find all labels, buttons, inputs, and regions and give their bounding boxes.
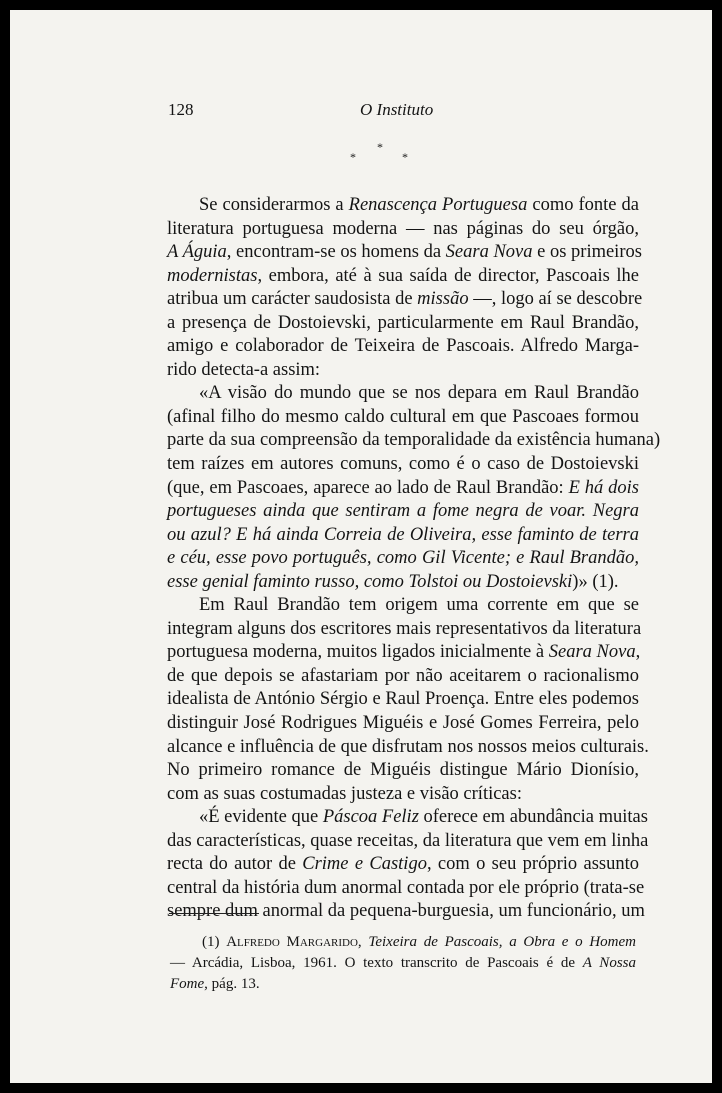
text-line	[167, 265, 639, 289]
text-line	[167, 853, 639, 877]
text-run: com as suas costumadas justeza e visão críticas:	[167, 783, 522, 804]
text-line	[167, 594, 639, 618]
italic-text: A Nossa	[582, 955, 636, 971]
text-run: como fonte da	[527, 195, 639, 215]
text-run: Em Raul Brandão tem origem uma corrente em que se	[199, 595, 639, 616]
italic-text: Crime e Castigo	[302, 854, 427, 875]
text-run: central da história dum anormal contada por ele próprio (trata-se	[167, 877, 645, 898]
text-run: , embora, até à sua saída de director, Pascoais lhe	[257, 265, 639, 286]
text-line	[167, 712, 639, 736]
text-line	[167, 194, 639, 218]
text-run: sempre dum anormal da pequena-burguesia, um funcionário, um	[167, 901, 645, 922]
italic-text: missão	[417, 289, 469, 310]
text-run: No primeiro romance de Miguéis distingue Mário Dionísio,	[167, 760, 639, 781]
text-line	[167, 806, 648, 830]
ornament-star: *	[402, 150, 408, 164]
ornament-star: *	[350, 150, 356, 164]
text-line	[167, 241, 642, 265]
text-run: ,	[635, 642, 641, 663]
footnote	[170, 932, 636, 995]
text-run: (afinal filho do mesmo caldo cultural em que Pascoaes formou	[167, 406, 639, 427]
text-line	[167, 641, 639, 665]
small-caps-text: Alfredo Margarido	[226, 934, 358, 950]
text-run: e os primeiros	[532, 242, 642, 263]
text-line	[167, 429, 661, 453]
italic-text: Renascença Portuguesa	[348, 195, 528, 215]
text-line	[167, 382, 639, 406]
italic-text: esse genial faminto russo, como Tolstoi ou Dostoievski	[167, 571, 573, 592]
text-run: tem raízes em autores comuns, como é o caso de Dostoievski	[167, 454, 639, 475]
text-line	[167, 288, 643, 312]
text-run: amigo e colaborador de Teixeira de Pascoais. Alfredo Marga-	[167, 336, 639, 357]
text-run: oferece em abundância muitas	[418, 807, 648, 828]
text-line	[167, 618, 642, 642]
text-line	[167, 547, 639, 571]
text-run: (1)	[202, 934, 227, 950]
page-number: 128	[168, 100, 194, 119]
text-run: «A visão do mundo que se nos depara em Raul Brandão	[199, 383, 639, 404]
text-line	[170, 974, 636, 995]
italic-text: Fome	[170, 976, 205, 992]
text-line	[167, 524, 639, 548]
italic-text: Teixeira de Pascoais, a Obra e o Homem	[368, 934, 636, 950]
text-line	[167, 500, 639, 524]
text-line	[170, 953, 636, 974]
text-run: , com o seu próprio assunto	[426, 854, 639, 875]
text-run: —, logo aí se descobre	[468, 289, 643, 310]
text-run: «É evidente que	[199, 807, 323, 828]
text-line	[167, 783, 639, 807]
text-run: )» (1).	[572, 571, 619, 592]
text-line	[167, 406, 639, 430]
text-run: alcance e influência de que disfrutam nos nossos meios culturais.	[167, 736, 649, 757]
text-line	[167, 688, 639, 712]
text-run: rido detecta-a assim:	[167, 359, 321, 380]
text-run: (que, em Pascoaes, aparece ao lado de Raul Brandão:	[167, 477, 569, 498]
text-line	[167, 312, 639, 336]
italic-text: E há dois	[568, 477, 640, 498]
text-run: atribua um carácter saudosista de	[167, 289, 418, 310]
book-page	[10, 10, 712, 1083]
text-line	[167, 477, 639, 501]
ornament-star: *	[377, 140, 383, 154]
text-run: , encontram-se os homens da	[226, 242, 446, 263]
text-run: idealista de António Sérgio e Raul Proença. Entre eles podemos	[167, 689, 639, 710]
text-line	[167, 453, 639, 477]
text-line	[167, 335, 639, 359]
text-run: de que depois se afastariam por não aceitarem o racionalismo	[167, 665, 639, 686]
italic-text: Seara Nova	[445, 242, 533, 263]
italic-text: e céu, esse povo português, como Gil Vicente; e Raul Brandão,	[167, 548, 639, 569]
text-run: parte da sua compreensão da temporalidade da existência humana)	[167, 430, 661, 451]
italic-text: ou azul? E há ainda Correia de Oliveira, esse faminto de terra	[167, 524, 639, 545]
text-run: recta do autor de	[167, 854, 303, 875]
text-run: — Arcádia, Lisboa, 1961. O texto transcrito de Pascoais é de	[170, 955, 583, 971]
text-run: , pág. 13.	[204, 976, 260, 992]
text-run: Se considerarmos a	[199, 195, 349, 215]
italic-text: modernistas	[167, 265, 258, 286]
section-ornament	[350, 140, 450, 170]
text-run: ,	[357, 934, 369, 950]
text-run: das características, quase receitas, da literatura que vem em linha	[167, 830, 649, 851]
text-run: literatura portuguesa moderna — nas páginas do seu órgão,	[167, 218, 639, 239]
text-run: portuguesa moderna, muitos ligados inicialmente à	[167, 642, 549, 663]
footnote-rule	[169, 913, 259, 914]
running-title: O Instituto	[360, 100, 434, 119]
italic-text: A Águia	[167, 242, 227, 263]
text-line	[170, 932, 636, 953]
text-line	[167, 877, 645, 901]
text-line	[167, 218, 639, 242]
text-run: integram alguns dos escritores mais representativos da literatura	[167, 618, 642, 639]
text-line	[167, 736, 649, 760]
text-line	[167, 571, 639, 595]
italic-text: Páscoa Feliz	[322, 807, 419, 828]
italic-text: Seara Nova	[548, 642, 636, 663]
text-line	[167, 830, 649, 854]
text-line	[167, 759, 639, 783]
text-line	[167, 359, 639, 383]
text-run: distinguir José Rodrigues Miguéis e José Gomes Ferreira, pelo	[167, 713, 639, 734]
italic-text: portugueses ainda que sentiram a fome negra de voar. Negra	[167, 501, 639, 522]
body-text	[167, 194, 661, 924]
text-run: a presença de Dostoievski, particularmente em Raul Brandão,	[167, 312, 639, 333]
text-line	[167, 665, 639, 689]
